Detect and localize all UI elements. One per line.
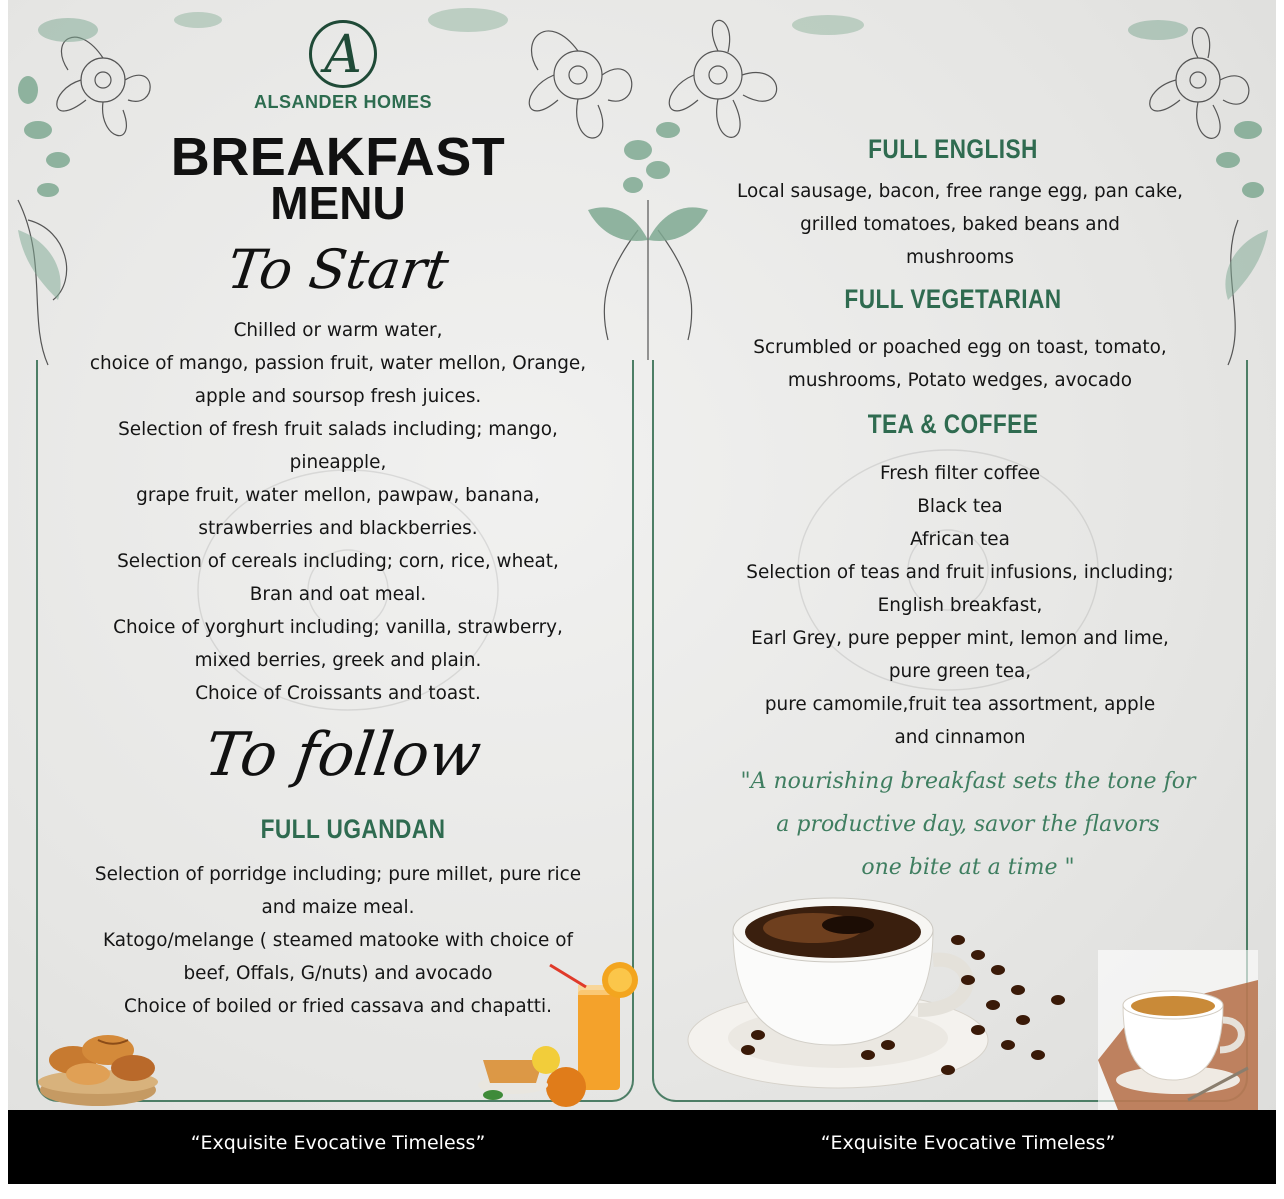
quote-line: "A nourishing breakfast sets the tone for — [740, 769, 1196, 794]
menu-item-line: Earl Grey, pure pepper mint, lemon and lime, — [751, 628, 1169, 649]
coffee-cup-image — [678, 870, 1098, 1100]
menu-item-line: Choice of yorghurt including; vanilla, strawberry, — [113, 617, 563, 638]
menu-item-line: Black tea — [917, 496, 1003, 517]
menu-title-line1: BREAKFAST — [170, 127, 506, 187]
to-follow-heading: To follow — [200, 720, 486, 790]
menu-item-line: Selection of porridge including; pure millet, pure rice — [94, 864, 582, 885]
brand-name: ALSANDER HOMES — [253, 92, 432, 112]
footer-bar — [8, 1110, 1276, 1184]
espresso-cup-image — [1098, 950, 1258, 1110]
tea-coffee-items — [670, 457, 1250, 754]
menu-item-line: and maize meal. — [261, 897, 415, 918]
to-start-items — [48, 314, 628, 710]
tea-coffee-heading: TEA & COFFEE — [867, 409, 1039, 439]
juice-and-tea-image — [468, 955, 658, 1110]
croissant-basket-image — [28, 1010, 168, 1110]
menu-item-line: mushrooms, Potato wedges, avocado — [787, 370, 1133, 391]
menu-item-line: pure camomile,fruit tea assortment, apple — [764, 694, 1156, 715]
menu-item-line: pure green tea, — [888, 661, 1032, 682]
menu-item-line: beef, Offals, G/nuts) and avocado — [183, 963, 493, 984]
menu-item-line: African tea — [910, 529, 1010, 550]
menu-item-line: English breakfast, — [877, 595, 1043, 616]
footer-tagline-right: “Exquisite Evocative Timeless” — [820, 1132, 1116, 1154]
menu-item-line: choice of mango, passion fruit, water mellon, Orange, — [89, 353, 587, 374]
logo-letter: A — [324, 25, 362, 85]
menu-item-line: Selection of fresh fruit salads including; mango, — [118, 419, 558, 440]
menu-item-line: Selection of teas and fruit infusions, including; — [746, 562, 1174, 583]
quote-line: one bite at a time " — [861, 855, 1075, 880]
quote-line: a productive day, savor the flavors — [776, 812, 1160, 837]
footer-tagline-left: “Exquisite Evocative Timeless” — [190, 1132, 486, 1154]
full-ugandan-heading: FULL UGANDAN — [260, 814, 446, 844]
full-vegetarian-items — [670, 331, 1250, 397]
menu-item-line: and cinnamon — [894, 727, 1026, 748]
menu-title-line2: MENU — [270, 177, 406, 229]
full-vegetarian-heading: FULL VEGETARIAN — [844, 284, 1062, 314]
menu-item-line: pineapple, — [289, 452, 387, 473]
menu-item-line: Bran and oat meal. — [249, 584, 427, 605]
logo-emblem — [309, 20, 377, 88]
menu-item-line: strawberries and blackberries. — [198, 518, 478, 539]
menu-item-line: Selection of cereals including; corn, rice, wheat, — [117, 551, 559, 572]
full-english-heading: FULL ENGLISH — [868, 134, 1038, 164]
menu-item-line: Scrumbled or poached egg on toast, tomato, — [753, 337, 1167, 358]
menu-item-line: Choice of Croissants and toast. — [195, 683, 481, 704]
menu-item-line: apple and soursop fresh juices. — [194, 386, 482, 407]
menu-item-line: grape fruit, water mellon, pawpaw, banana, — [136, 485, 540, 506]
menu-item-line: Fresh filter coffee — [879, 463, 1041, 484]
menu-item-line: Choice of boiled or fried cassava and chapatti. — [124, 996, 552, 1017]
menu-item-line: mushrooms — [906, 247, 1014, 268]
menu-item-line: grilled tomatoes, baked beans and — [800, 214, 1120, 235]
menu-item-line: mixed berries, greek and plain. — [194, 650, 482, 671]
menu-page — [8, 0, 1276, 1184]
to-start-heading: To Start — [223, 238, 453, 301]
menu-item-line: Chilled or warm water, — [233, 320, 443, 341]
full-english-items — [670, 175, 1250, 274]
menu-item-line: Local sausage, bacon, free range egg, pan cake, — [737, 181, 1183, 202]
menu-item-line: Katogo/melange ( steamed matooke with choice of — [103, 930, 573, 951]
brand-logo — [238, 20, 448, 113]
